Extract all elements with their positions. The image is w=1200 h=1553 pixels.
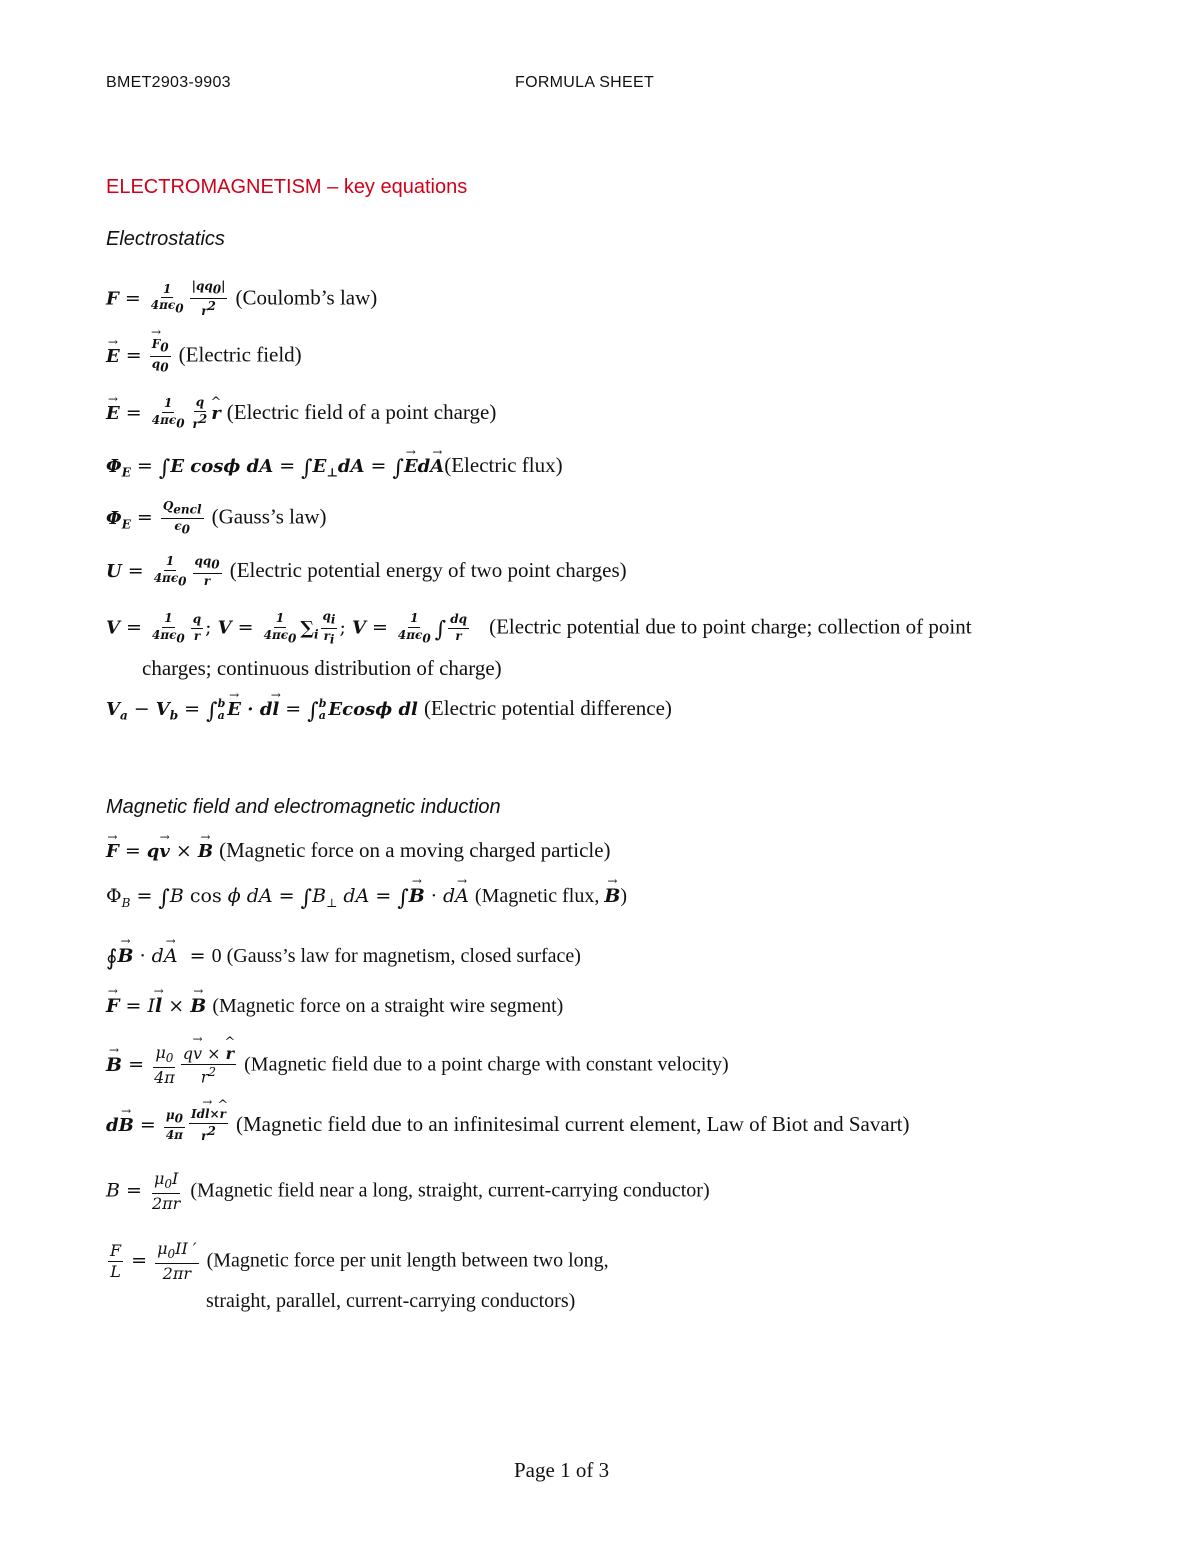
eq-magnetic-force-particle: → F = q→ v × → B (Magnetic force on a moving charged particle) [106, 840, 611, 861]
desc-potential-line1: (Electric potential due to point charge; collection of point [489, 614, 972, 639]
eq-gauss: $\Phi_E$ = $\frac{Q_{encl}}{\epsilon_0}$ (Gauss’s law) [106, 499, 327, 537]
eq-electric-field: → E = → $\frac{F_0}{q_0}$ (Electric field) [106, 338, 302, 375]
eq-force-wire: → F = I→ l × → B (Magnetic force on a straight wire segment) [106, 996, 563, 1016]
eq-potential-energy: U = $\frac{1}{4\pi\epsilon_0}$ $\frac{qq_0}{r}$ (Electric potential energy of two point charges) [106, 554, 627, 589]
course-code: BMET2903-9903 [106, 74, 231, 91]
desc-field-point-charge: (Electric field of a point charge) [226, 399, 497, 424]
desc-force-wire: (Magnetic force on a straight wire segment) [212, 995, 564, 1017]
eq-coulomb: F = $\frac{1}{4\pi\epsilon_0}$ $\frac{|qq_0|}{r^2}$ (Coulomb’s law) [106, 279, 378, 319]
desc-magnetic-force-particle: (Magnetic force on a moving charged particle) [219, 838, 611, 862]
desc-long-conductor: (Magnetic field near a long, straight, current-carrying conductor) [190, 1179, 710, 1202]
desc-force-per-length-line1: (Magnetic force per unit length between two long, [206, 1249, 609, 1272]
eq-electric-flux: $\Phi_E = \int E$ cosϕ dA = $\int E_\perp dA$ = ∫→ Ed→ A(Electric flux) [106, 455, 563, 480]
eq-biot-savart: d→ B = $\frac{\mu_0}{4\pi}$ $\frac{Id\to l\times\^{} r}{r^2}$ (Magnetic field due to an infinitesimal current element, Law of Biot and Savart) [106, 1108, 910, 1144]
desc-biot-savart: (Magnetic field due to an infinitesimal current element, Law of Biot and Savart) [235, 1111, 910, 1136]
desc-potential-difference: (Electric potential difference) [423, 696, 672, 721]
desc-gauss-magnetism: 0 (Gauss’s law for magnetism, closed surface) [211, 945, 581, 967]
eq-long-conductor: B = $\frac{\mu_0I}{2\pi r}$ (Magnetic field near a long, straight, current-carrying conductor) [106, 1169, 710, 1213]
eq-electric-potential: V = $\frac{1}{4\pi\epsilon_0}$ $\frac{q}{r}$ ; V = $\frac{1}{4\pi\epsilon_0}$ $\sum_i$ $\frac{q_i}{r_i}$ ; V = $\frac{1}{4\pi\epsilon_0}$ ∫ $\frac{dq}{r}$ (Electric potential due to point charge; collection of point [106, 609, 972, 647]
eq-force-per-length: $\frac{F}{L}$ = $\frac{\mu_0II '}{2\pi r}$ (Magnetic force per unit length between two long, [110, 1239, 609, 1283]
page-title: ELECTROMAGNETISM – key equations [106, 176, 468, 198]
desc-field-moving-charge: (Magnetic field due to a point charge with constant velocity) [244, 1053, 729, 1076]
eq-field-point-charge: → E = $\frac{1}{4\pi\epsilon_0}$ $\frac{q}{r^2}$ ^ r (Electric field of a point charge) [106, 396, 496, 432]
desc-potential-line2: charges; continuous distribution of charge) [142, 656, 502, 680]
section-magnetic: Magnetic field and electromagnetic induction [106, 796, 501, 818]
desc-potential-energy: (Electric potential energy of two point charges) [229, 557, 627, 582]
desc-coulomb: (Coulomb’s law) [235, 285, 378, 310]
eq-potential-difference: $V_a - V_b$ = ∫ b a → E · d→ l = ∫ b a Ecosϕ dl (Electric potential difference) [106, 698, 672, 723]
eq-gauss-magnetism: ∮→ B · d→ A = 0 (Gauss’s law for magnetism, closed surface) [106, 946, 581, 970]
desc-magnetic-flux: (Magnetic flux, [474, 885, 605, 907]
desc-electric-field: (Electric field) [178, 342, 302, 367]
sheet-title: FORMULA SHEET [515, 74, 655, 91]
desc-force-per-length-line2: straight, parallel, current-carrying conductors) [206, 1290, 576, 1312]
page-number: Page 1 of 3 [514, 1458, 610, 1482]
eq-field-moving-charge: → B = $\frac{\mu_0}{4\pi}$ $\frac{q\to v \times \^{} r}{r^2}$ (Magnetic field due to a point charge with constant velocity) [106, 1044, 729, 1087]
desc-electric-flux: (Electric flux) [444, 453, 563, 477]
section-electrostatics: Electrostatics [106, 228, 225, 250]
desc-gauss: (Gauss’s law) [211, 504, 327, 529]
eq-magnetic-flux: $\Phi_B = \int B$ cos ϕ dA = $\int B_\perp$ dA = ∫→ B · d→ A (Magnetic flux, → B) [106, 886, 627, 910]
